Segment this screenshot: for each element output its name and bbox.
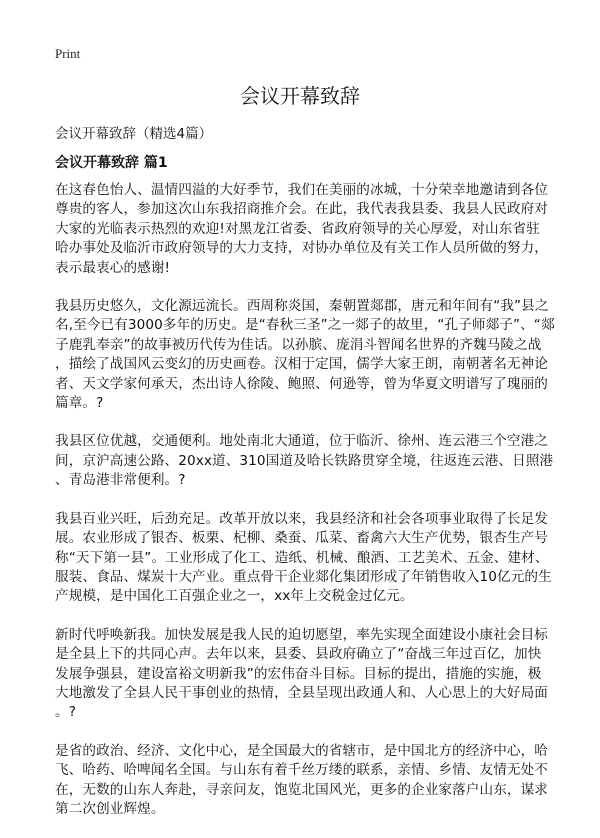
paragraph-line: 。? — [55, 704, 77, 721]
paragraph-line: 是全县上下的共同心声。去年以来，县委、县政府确立了“奋战三年过百亿，加快 — [55, 646, 542, 663]
paragraph-line: 表示最衷心的感谢! — [55, 259, 171, 276]
paragraph-line: 我县历史悠久，文化源远流长。西周称炎国，秦朝置郯郡，唐元和年间有“我”县之 — [55, 298, 549, 315]
paragraph-line: 我县百业兴旺，后劲充足。改革开放以来，我县经济和社会各项事业取得了长足发 — [55, 510, 548, 527]
paragraph-line: 称“天下第一县”。工业形成了化工、造纸、机械、酿酒、工艺美术、五金、建材、 — [55, 549, 549, 566]
paragraph-line: ，描绘了战国风云变幻的历史画卷。汉相于定国，儒学大家王朗，南朝著名无神论 — [55, 356, 548, 373]
paragraph — [55, 510, 575, 607]
print-link[interactable]: Print — [55, 46, 81, 61]
paragraph-line: 产规模，是中国化工百强企业之一，xx年上交税金过亿元。 — [55, 588, 414, 605]
paragraph-line: 我县区位优越，交通便利。地处南北大通道，位于临沂、徐州、连云港三个空港之 — [55, 433, 548, 450]
paragraph-line: 间，京沪高速公路、20xx道、310国道及哈长铁路贯穿全境，往返连云港、日照港 — [55, 452, 554, 469]
paragraph-line: 、青岛港非常便利。? — [55, 472, 186, 489]
paragraph-line: 展。农业形成了银杏、板栗、杞柳、桑蚕、瓜菜、畜禽六大生产优势，银杏生产号 — [55, 530, 548, 547]
paragraph-line: 名,至今已有3000多年的历史。是“春秋三圣”之一郯子的故里，“孔子师郯子”、“郯 — [55, 317, 555, 334]
paragraph-line: 发展争强县，建设富裕文明新我”的宏伟奋斗目标。目标的提出，措施的实施，极 — [55, 665, 542, 682]
document-subtitle: 会议开幕致辞（精选4篇） — [55, 126, 213, 142]
paragraph-line: 大地激发了全县人民干事创业的热情，全县呈现出政通人和、人心思上的大好局面 — [55, 684, 548, 701]
paragraph-line: 大家的光临表示热烈的欢迎!对黑龙江省委、省政府领导的关心厚爱，对山东省驻 — [55, 220, 540, 237]
paragraph-line: 篇章。? — [55, 395, 104, 412]
paragraph-line: 在这春色怡人、温情四溢的大好季节，我们在美丽的冰城，十分荣幸地邀请到各位 — [55, 182, 548, 198]
document-body — [55, 181, 575, 838]
paragraph — [55, 432, 575, 490]
section-heading: 会议开幕致辞 篇1 — [55, 155, 168, 171]
paragraph-line: 在，无数的山东人奔赴，寻亲问友，饱览北国风光，更多的企业家落户山东，谋求 — [55, 781, 548, 798]
paragraph-line: 新时代呼唤新我。加快发展是我人民的迫切愿望，率先实现全面建设小康社会目标 — [55, 626, 548, 643]
paragraph-line: 尊贵的客人，参加这次山东我招商推介会。在此，我代表我县委、我县人民政府对 — [55, 201, 548, 218]
paragraph-line: 是省的政治、经济、文化中心，是全国最大的省辖市，是中国北方的经济中心，哈 — [55, 742, 548, 759]
paragraph-line: 哈办事处及临沂市政府领导的大力支持，对协办单位及有关工作人员所做的努力， — [55, 240, 548, 257]
paragraph — [55, 626, 575, 723]
paragraph-line: 者、天文学家何承天，杰出诗人徐陵、鲍照、何逊等，曾为华夏文明谱写了瑰丽的 — [55, 375, 548, 392]
paragraph — [55, 181, 575, 278]
paragraph-line: 第二次创业辉煌。 — [55, 800, 165, 817]
paragraph-line: 子鹿乳奉亲”的故事被历代传为佳话。以孙膑、庞涓斗智闻名世界的齐魏马陵之战 — [55, 336, 542, 353]
paragraph — [55, 742, 575, 820]
paragraph-line: 服装、食品、煤炭十大产业。重点骨干企业郯化集团形成了年销售收入10亿元的生 — [55, 568, 552, 585]
paragraph-line: 飞、哈药、哈啤闻名全国。与山东有着千丝万缕的联系，亲情、乡情、友情无处不 — [55, 762, 548, 779]
paragraph — [55, 297, 575, 413]
page-title: 会议开幕致辞 — [240, 84, 360, 108]
